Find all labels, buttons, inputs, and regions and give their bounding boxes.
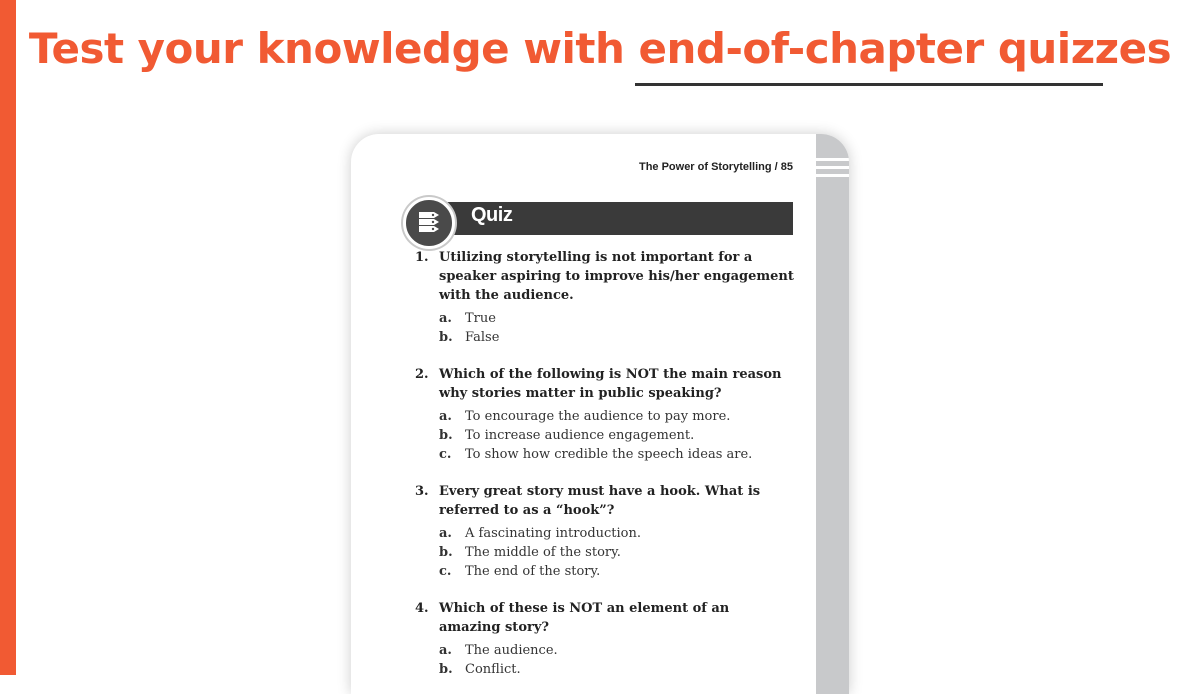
question-number: 2. [415,367,429,382]
option-text: False [465,330,500,345]
answer-option [415,641,795,660]
option-letter: c. [439,564,452,579]
answer-options [415,524,795,581]
question-text: Which of these is NOT an element of an amazing story? [439,601,730,635]
headline-underline [635,83,1103,86]
option-text: To increase audience engagement. [465,428,695,443]
question-text: Every great story must have a hook. What is referred to as a “hook”? [439,484,761,518]
answer-option [415,407,795,426]
option-letter: b. [439,662,453,677]
book-page [351,134,849,694]
option-text: The end of the story. [465,564,601,579]
answer-option [415,426,795,445]
answer-option [415,524,795,543]
question-text: Utilizing storytelling is not important for a speaker aspiring to improve his/her engagement with the audience. [439,250,794,303]
quiz-title: Quiz [471,204,513,226]
option-text: The middle of the story. [465,545,621,560]
spine-line [816,158,849,161]
quiz-question [415,482,795,581]
option-text: To show how credible the speech ideas are. [465,447,753,462]
answer-option [415,445,795,464]
question-stem [415,482,795,520]
left-accent-bar [0,0,16,675]
option-text: Conflict. [465,662,521,677]
option-text: To encourage the audience to pay more. [465,409,731,424]
question-number: 3. [415,484,429,499]
spine-line [816,174,849,177]
option-text: The audience. [465,643,558,658]
quiz-question [415,248,795,347]
headline [0,24,1200,73]
option-letter: a. [439,643,452,658]
tags-icon [403,197,455,249]
option-letter: a. [439,526,452,541]
page-spine [816,134,849,694]
option-letter: b. [439,545,453,560]
question-number: 4. [415,601,429,616]
answer-option [415,309,795,328]
question-number: 1. [415,250,429,265]
option-text: A fascinating introduction. [465,526,642,541]
quiz-question [415,599,795,679]
option-letter: b. [439,428,453,443]
answer-options [415,407,795,464]
question-stem [415,365,795,403]
question-stem [415,248,795,305]
answer-option [415,543,795,562]
spine-line [816,166,849,169]
option-letter: b. [439,330,453,345]
answer-options [415,641,795,679]
option-letter: a. [439,409,452,424]
answer-option [415,328,795,347]
running-head: The Power of Storytelling / 85 [638,161,793,173]
option-text: True [465,311,496,326]
answer-option [415,660,795,679]
option-letter: a. [439,311,452,326]
headline-emphasis: end-of-chapter quizzes [638,24,1172,73]
quiz-question [415,365,795,464]
option-letter: c. [439,447,452,462]
question-text: Which of the following is NOT the main reason why stories matter in public speaking? [439,367,782,401]
headline-prefix: Test your knowledge with [28,24,639,73]
answer-option [415,562,795,581]
question-stem [415,599,795,637]
answer-options [415,309,795,347]
